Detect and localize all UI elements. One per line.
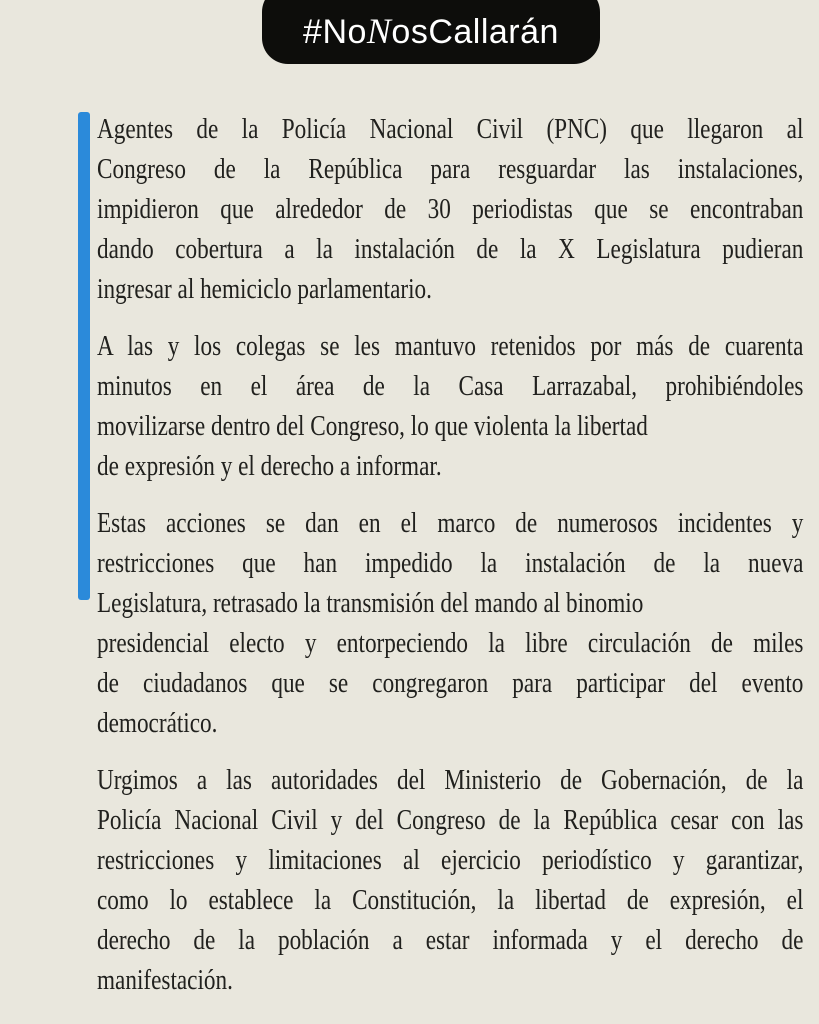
text-line: presidencial electo y entorpeciendo la libre circulación de miles [97, 627, 804, 659]
accent-bar [78, 112, 90, 600]
text-line: Congreso de la República para resguardar las instalaciones, [97, 153, 804, 185]
paragraph-3 [97, 503, 803, 743]
text-line: minutos en el área de la Casa Larrazabal, prohibiéndoles [97, 370, 804, 402]
text-line: Agentes de la Policía Nacional Civil (PNC) que llegaron al [97, 113, 804, 145]
hashtag-label [303, 10, 559, 52]
text-line: dando cobertura a la instalación de la X Legislatura pudieran [97, 233, 804, 265]
text-line: Estas acciones se dan en el marco de numerosos incidentes y [97, 507, 804, 539]
text-line: derecho de la población a estar informada y el derecho de [97, 924, 804, 956]
hashtag-italic-n: N [366, 11, 392, 51]
text-line: democrático. [97, 707, 218, 739]
text-line: de expresión y el derecho a informar. [97, 450, 442, 482]
text-line: Urgimos a las autoridades del Ministerio de Gobernación, de la [97, 764, 804, 796]
text-line: restricciones que han impedido la instalación de la nueva [97, 547, 804, 579]
text-line: Policía Nacional Civil y del Congreso de la República cesar con las [97, 804, 804, 836]
paragraph-2 [97, 326, 803, 486]
text-line: impidieron que alrededor de 30 periodistas que se encontraban [97, 193, 804, 225]
hashtag-badge [262, 0, 600, 64]
hashtag-prefix: #No [303, 13, 367, 51]
paragraph-1 [97, 109, 803, 309]
text-line: A las y los colegas se les mantuvo retenidos por más de cuarenta [97, 330, 804, 362]
text-line: Legislatura, retrasado la transmisión del mando al binomio [97, 587, 644, 619]
text-line: movilizarse dentro del Congreso, lo que violenta la libertad [97, 410, 648, 442]
text-line: ingresar al hemiciclo parlamentario. [97, 273, 432, 305]
paragraph-4 [97, 760, 803, 1000]
hashtag-suffix: osCallarán [391, 13, 559, 51]
statement-text [97, 109, 803, 1017]
text-line: de ciudadanos que se congregaron para participar del evento [97, 667, 804, 699]
text-line: restricciones y limitaciones al ejercicio periodístico y garantizar, [97, 844, 804, 876]
text-line: manifestación. [97, 964, 233, 996]
text-line: como lo establece la Constitución, la libertad de expresión, el [97, 884, 804, 916]
